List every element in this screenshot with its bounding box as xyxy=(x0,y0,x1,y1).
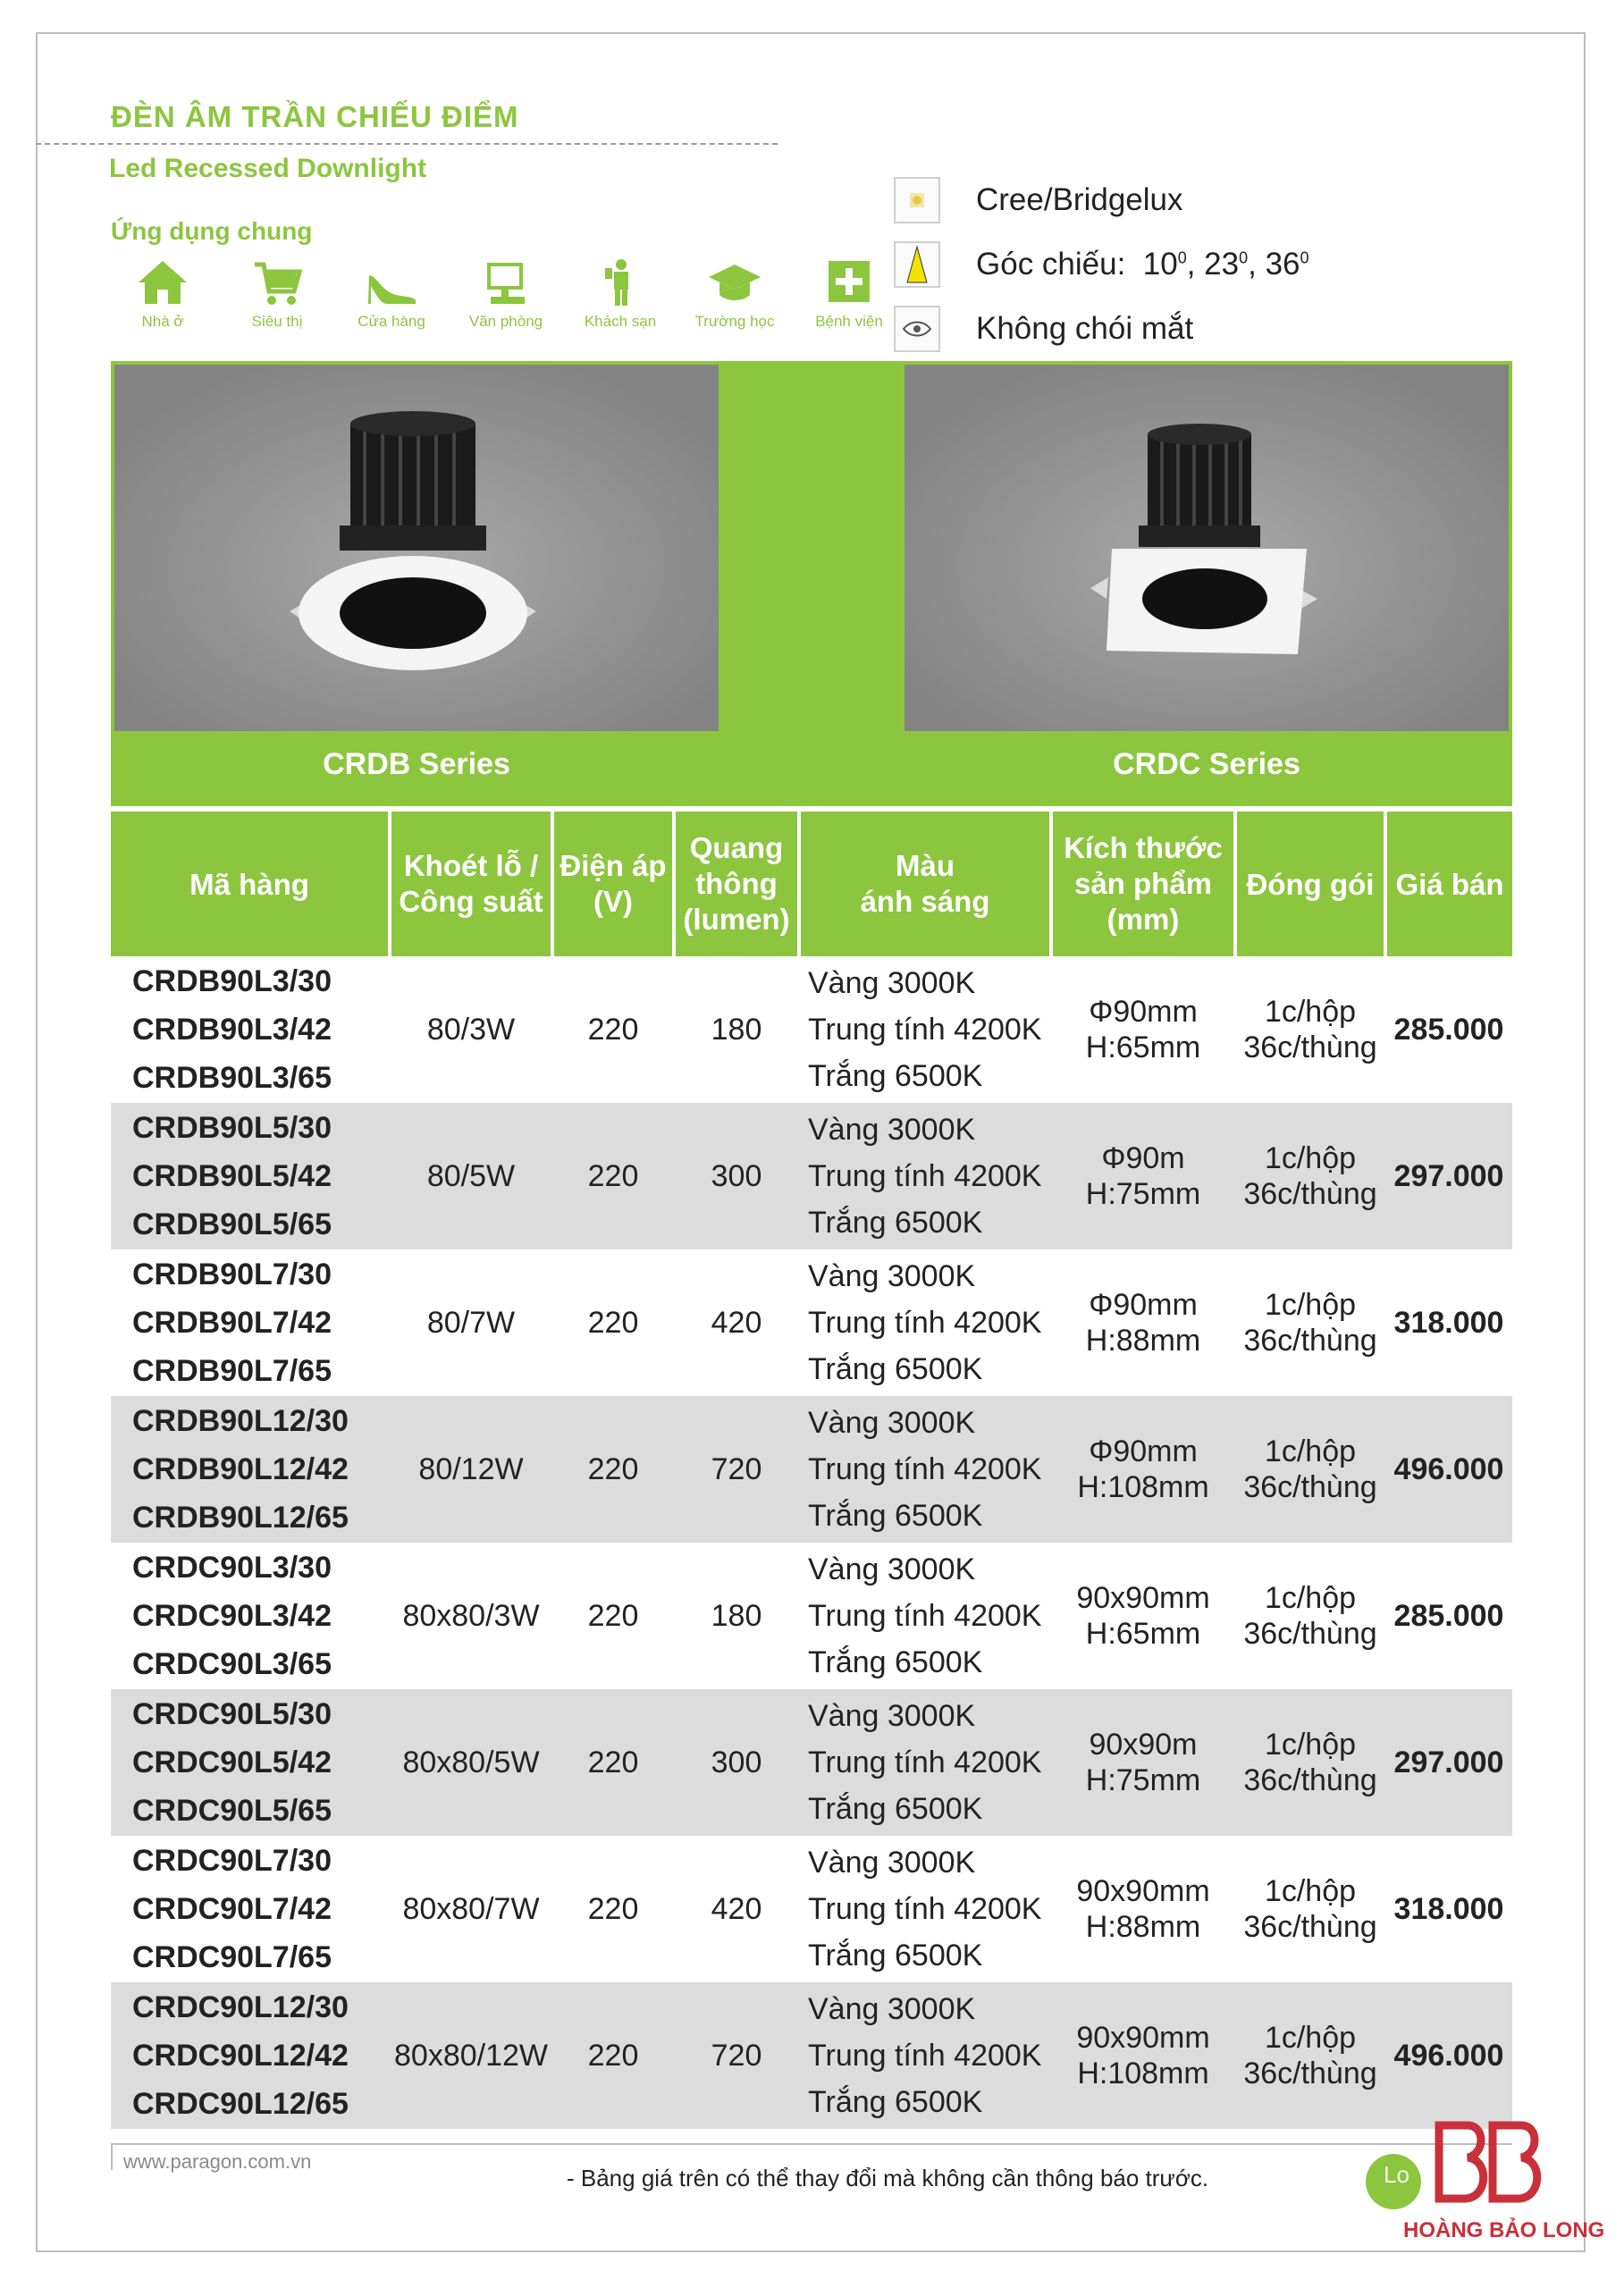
voltage-cell: 220 xyxy=(552,1689,674,1836)
application-label: Khách sạn xyxy=(584,313,657,330)
table-row xyxy=(111,1249,1512,1396)
price-cell: 297.000 xyxy=(1385,1103,1512,1249)
price-cell: 496.000 xyxy=(1385,1396,1512,1543)
application-item xyxy=(334,256,449,331)
color-cell: Vàng 3000K Trung tính 4200K Trắng 6500K xyxy=(799,1396,1051,1543)
code-cell: CRDC90L7/30 CRDC90L7/42 CRDC90L7/65 xyxy=(111,1836,390,1982)
degree-sign: 0 xyxy=(1177,248,1187,267)
application-item xyxy=(792,256,906,331)
pack-cell: 1c/hộp 36c/thùng xyxy=(1235,956,1385,1103)
header-code: Mã hàng xyxy=(111,812,390,956)
beam-angle-value: 10 xyxy=(1142,247,1178,282)
application-item xyxy=(563,256,677,331)
page-subtitle: Led Recessed Downlight xyxy=(109,154,427,183)
code-cell: CRDC90L3/30 CRDC90L3/42 CRDC90L3/65 xyxy=(111,1543,390,1689)
pack-cell: 1c/hộp 36c/thùng xyxy=(1235,1396,1385,1543)
lumen-cell: 420 xyxy=(674,1249,799,1396)
application-item xyxy=(105,256,220,331)
lumen-cell: 720 xyxy=(674,1396,799,1543)
cutout-cell: 80/3W xyxy=(390,956,552,1103)
application-label: Cửa hàng xyxy=(358,313,425,330)
size-cell: Φ90mm H:108mm xyxy=(1051,1396,1235,1543)
crdb-product-image xyxy=(114,365,719,731)
size-cell: 90x90mm H:88mm xyxy=(1051,1836,1235,1982)
table-row xyxy=(111,1836,1512,1982)
price-disclaimer: - Bảng giá trên có thể thay đổi mà không cần thông báo trước. xyxy=(567,2165,1209,2191)
hotel-bellboy-icon xyxy=(593,256,648,309)
title-divider xyxy=(36,143,778,145)
feature-list xyxy=(894,168,1309,361)
color-cell: Vàng 3000K Trung tính 4200K Trắng 6500K xyxy=(799,1836,1051,1982)
cutout-cell: 80x80/12W xyxy=(390,1982,552,2129)
pack-cell: 1c/hộp 36c/thùng xyxy=(1235,1689,1385,1836)
footer-corner xyxy=(111,2143,113,2170)
application-label: Bệnh viện xyxy=(815,313,883,330)
cutout-cell: 80x80/7W xyxy=(390,1836,552,1982)
pack-cell: 1c/hộp 36c/thùng xyxy=(1235,1543,1385,1689)
feature-anti-glare xyxy=(894,297,1309,361)
led-chip-icon xyxy=(894,177,940,223)
voltage-cell: 220 xyxy=(552,1103,674,1249)
header-cutout: Khoét lỗ / Công suất xyxy=(390,812,552,956)
website-link[interactable]: www.paragon.com.vn xyxy=(123,2150,312,2173)
brand-logo-text: Lo xyxy=(1384,2161,1409,2188)
color-cell: Vàng 3000K Trung tính 4200K Trắng 6500K xyxy=(799,1543,1051,1689)
header-size: Kích thước sản phẩm (mm) xyxy=(1051,812,1235,956)
header-voltage: Điện áp (V) xyxy=(552,812,674,956)
application-item xyxy=(449,256,563,331)
header-lumen: Quang thông (lumen) xyxy=(674,812,799,956)
house-icon xyxy=(135,256,190,309)
code-cell: CRDB90L12/30 CRDB90L12/42 CRDB90L12/65 xyxy=(111,1396,390,1543)
beam-angle-text: Góc chiếu: $10^0$, $23^0$, $36^0$ xyxy=(976,247,1309,282)
table-row xyxy=(111,956,1512,1103)
size-cell: 90x90mm H:108mm xyxy=(1051,1982,1235,2129)
cutout-cell: 80/7W xyxy=(390,1249,552,1396)
beam-angle-label: Góc chiếu: xyxy=(976,247,1126,282)
table-row xyxy=(111,1103,1512,1249)
pack-cell: 1c/hộp 36c/thùng xyxy=(1235,1982,1385,2129)
crdb-series-label: CRDB Series xyxy=(323,747,510,781)
voltage-cell: 220 xyxy=(552,1543,674,1689)
color-cell: Vàng 3000K Trung tính 4200K Trắng 6500K xyxy=(799,1249,1051,1396)
table-row xyxy=(111,1689,1512,1836)
lumen-cell: 300 xyxy=(674,1103,799,1249)
price-table xyxy=(111,812,1512,2129)
crdc-product-image xyxy=(905,365,1509,731)
header-price: Giá bán xyxy=(1385,812,1512,956)
degree-sign: 0 xyxy=(1239,248,1249,267)
watermark-brand-name: HOÀNG BẢO LONG xyxy=(1403,2218,1605,2242)
code-cell: CRDB90L5/30 CRDB90L5/42 CRDB90L5/65 xyxy=(111,1103,390,1249)
table-row xyxy=(111,1543,1512,1689)
beam-angle-value: 36 xyxy=(1265,247,1300,282)
beam-angle-value: 23 xyxy=(1204,247,1240,282)
voltage-cell: 220 xyxy=(552,1836,674,1982)
shopping-cart-icon xyxy=(249,256,305,309)
cutout-cell: 80/5W xyxy=(390,1103,552,1249)
applications-title: Ứng dụng chung xyxy=(111,217,313,245)
high-heel-icon xyxy=(364,256,419,309)
price-cell: 496.000 xyxy=(1385,1982,1512,2129)
code-cell: CRDC90L5/30 CRDC90L5/42 CRDC90L5/65 xyxy=(111,1689,390,1836)
pack-cell: 1c/hộp 36c/thùng xyxy=(1235,1249,1385,1396)
lumen-cell: 300 xyxy=(674,1689,799,1836)
voltage-cell: 220 xyxy=(552,1249,674,1396)
code-cell: CRDB90L7/30 CRDB90L7/42 CRDB90L7/65 xyxy=(111,1249,390,1396)
cutout-cell: 80x80/3W xyxy=(390,1543,552,1689)
footer-divider xyxy=(111,2143,1512,2145)
header-color: Màu ánh sáng xyxy=(799,812,1051,956)
watermark-monogram-icon xyxy=(1426,2115,1548,2213)
page-title: ĐÈN ÂM TRẦN CHIẾU ĐIỂM xyxy=(111,100,519,133)
price-cell: 297.000 xyxy=(1385,1689,1512,1836)
size-cell: Φ90mm H:88mm xyxy=(1051,1249,1235,1396)
table-row xyxy=(111,1396,1512,1543)
lumen-cell: 180 xyxy=(674,1543,799,1689)
chip-brand: Cree/Bridgelux xyxy=(976,182,1183,217)
lumen-cell: 420 xyxy=(674,1836,799,1982)
application-item xyxy=(220,256,334,331)
application-label: Trường học xyxy=(694,313,775,330)
table-header-row xyxy=(111,812,1512,956)
code-cell: CRDC90L12/30 CRDC90L12/42 CRDC90L12/65 xyxy=(111,1982,390,2129)
beam-angle-icon xyxy=(894,241,940,288)
color-cell: Vàng 3000K Trung tính 4200K Trắng 6500K xyxy=(799,1103,1051,1249)
price-cell: 318.000 xyxy=(1385,1836,1512,1982)
voltage-cell: 220 xyxy=(552,1982,674,2129)
application-label: Văn phòng xyxy=(468,313,543,330)
anti-glare-text: Không chói mắt xyxy=(976,311,1194,346)
pack-cell: 1c/hộp 36c/thùng xyxy=(1235,1836,1385,1982)
hospital-cross-icon xyxy=(821,256,877,309)
code-cell: CRDB90L3/30 CRDB90L3/42 CRDB90L3/65 xyxy=(111,956,390,1103)
application-label: Nhà ở xyxy=(141,313,184,330)
lumen-cell: 180 xyxy=(674,956,799,1103)
table-row xyxy=(111,1982,1512,2129)
price-cell: 318.000 xyxy=(1385,1249,1512,1396)
header-pack: Đóng gói xyxy=(1235,812,1385,956)
voltage-cell: 220 xyxy=(552,1396,674,1543)
cutout-cell: 80x80/5W xyxy=(390,1689,552,1836)
pack-cell: 1c/hộp 36c/thùng xyxy=(1235,1103,1385,1249)
size-cell: 90x90m H:75mm xyxy=(1051,1689,1235,1836)
office-monitor-icon xyxy=(478,256,534,309)
eye-icon xyxy=(894,306,940,352)
feature-beam-angle xyxy=(894,232,1309,297)
color-cell: Vàng 3000K Trung tính 4200K Trắng 6500K xyxy=(799,1689,1051,1836)
degree-sign: 0 xyxy=(1300,248,1309,267)
price-cell: 285.000 xyxy=(1385,956,1512,1103)
applications-list xyxy=(105,256,906,331)
crdc-series-label: CRDC Series xyxy=(1113,747,1300,781)
size-cell: Φ90mm H:65mm xyxy=(1051,956,1235,1103)
feature-chip xyxy=(894,168,1309,232)
size-cell: Φ90m H:75mm xyxy=(1051,1103,1235,1249)
color-cell: Vàng 3000K Trung tính 4200K Trắng 6500K xyxy=(799,1982,1051,2129)
product-showcase xyxy=(111,361,1512,806)
graduation-cap-icon xyxy=(707,256,762,309)
voltage-cell: 220 xyxy=(552,956,674,1103)
application-item xyxy=(677,256,792,331)
application-label: Siêu thị xyxy=(251,313,303,330)
price-cell: 285.000 xyxy=(1385,1543,1512,1689)
size-cell: 90x90mm H:65mm xyxy=(1051,1543,1235,1689)
cutout-cell: 80/12W xyxy=(390,1396,552,1543)
color-cell: Vàng 3000K Trung tính 4200K Trắng 6500K xyxy=(799,956,1051,1103)
lumen-cell: 720 xyxy=(674,1982,799,2129)
